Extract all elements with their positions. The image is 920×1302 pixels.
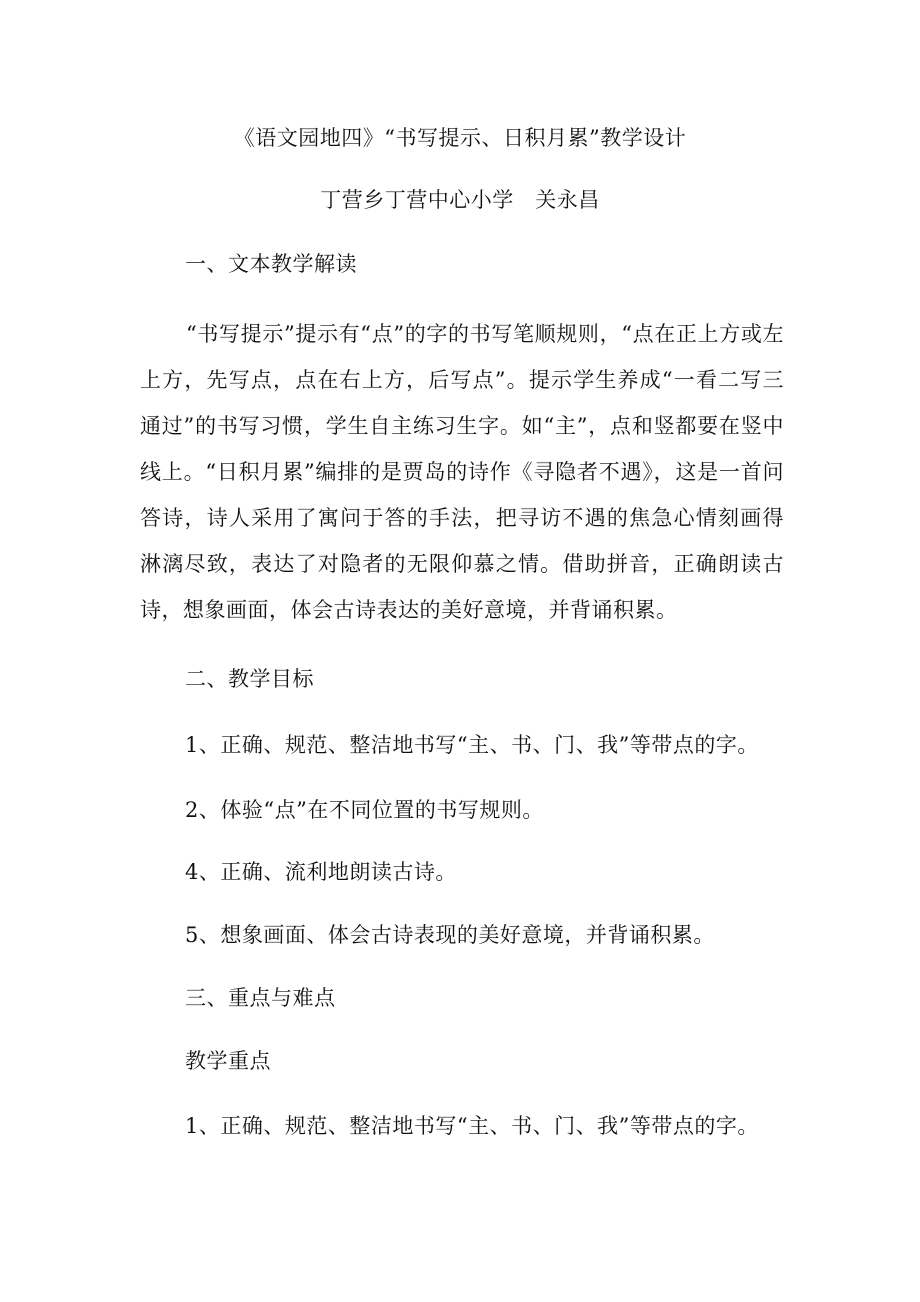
key-point-item: 1、正确、规范、整洁地书写“主、书、门、我”等带点的字。 (185, 1114, 759, 1138)
section-1-paragraph: “书写提示”提示有“点”的字的书写笔顺规则，“点在正上方或左上方，先写点，点在右上方，后写点”。提示学生养成“一看二写三通过”的书写习惯，学生自主练习生字。如“主”，点和竖都要在竖中线上。“日积月累”编排的是贾岛的诗作《寻隐者不遇》，这是一首问答诗，诗人采用了寓问于答的手法，把寻访不遇的焦急心情刻画得淋漓尽致，表达了对隐者的无限仰慕之情。借助拼音，正确朗读古诗，想象画面，体会古诗表达的美好意境，并背诵积累。 (140, 322, 784, 622)
goal-item: 1、正确、规范、整洁地书写“主、书、门、我”等带点的字。 (185, 733, 759, 757)
goal-item: 2、体验“点”在不同位置的书写规则。 (185, 798, 544, 822)
goal-item: 5、想象画面、体会古诗表现的美好意境，并背诵积累。 (185, 923, 715, 947)
section-subheading: 教学重点 (185, 1049, 271, 1073)
document-title: 《语文园地四》“书写提示、日积月累”教学设计 (233, 126, 687, 150)
goal-item: 4、正确、流利地朗读古诗。 (185, 860, 457, 884)
document-author: 丁营乡丁营中心小学 关永昌 (320, 188, 600, 212)
section-heading-2: 二、教学目标 (185, 667, 314, 691)
section-heading-3: 三、重点与难点 (185, 986, 336, 1010)
section-heading-1: 一、文本教学解读 (185, 252, 357, 276)
